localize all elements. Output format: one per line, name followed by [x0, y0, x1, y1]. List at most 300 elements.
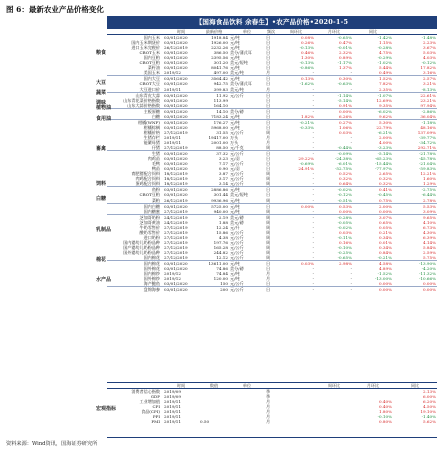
table-cell: -0.12% [337, 192, 352, 198]
table-cell: 03/01/2020 [164, 203, 188, 209]
table-cell: 1.60% [422, 176, 436, 182]
macro-cell [229, 419, 265, 424]
macro-cell: PPI [152, 414, 160, 420]
table-cell: 元/千克 [229, 145, 265, 151]
table-cell: 8041.76 [211, 65, 228, 71]
table-cell [315, 297, 353, 302]
table-cell: 18/12/2019 [164, 171, 188, 177]
table-cell: 2.00% [378, 203, 392, 209]
table-cell: 国外婴幼儿奶粉品种 [123, 249, 160, 255]
table-cell: 山东大蒜价格指数 [107, 103, 163, 109]
table-cell: 元/吨 [230, 187, 240, 193]
table-cell: 29.22% [298, 156, 314, 162]
table-cell: 0.08% [300, 35, 314, 41]
table-cell: 育肥猪配合饲料 [131, 171, 160, 177]
table-cell: 元/吨 [230, 271, 240, 277]
table-cell: -24.38% [335, 156, 352, 162]
macro-cell: 2019/11 [164, 399, 182, 405]
table-cell: 0.34% [378, 234, 392, 240]
table-cell: 5.03% [422, 50, 436, 56]
table-cell: 137.09% [417, 129, 436, 135]
table-cell: 元/公斤 [230, 151, 244, 157]
table-cell: 0.47% [338, 40, 352, 46]
table-cell: -0.02% [337, 224, 352, 230]
macro-table [107, 382, 437, 424]
table-cell [277, 297, 315, 302]
category-label: 粮食 [96, 49, 107, 56]
table-cell: 0.90 [218, 166, 228, 172]
price-table [107, 29, 437, 302]
table-cell: -3.23% [353, 145, 393, 151]
table-cell: 2886.86 [211, 187, 228, 193]
table-cell: 03/01/2020 [164, 156, 188, 162]
table-cell: 22.79% [376, 124, 392, 130]
table-cell: 酸奶零售价 [139, 229, 160, 235]
header-yoy: 同比 [353, 29, 393, 35]
table-cell: 0.21% [378, 229, 392, 235]
table-cell: 1.82% [277, 114, 315, 120]
table-cell: 24.91% [298, 166, 314, 172]
table-cell: -0.29% [377, 55, 392, 61]
table-cell: 2019/12 [163, 70, 199, 76]
table-cell: 元/吨 [230, 55, 240, 61]
table-cell: 18/12/2019 [163, 181, 199, 187]
table-cell: 03/01/2020 [164, 65, 188, 71]
table-cell: 12.69% [376, 97, 392, 103]
table-cell: 周 [266, 176, 271, 182]
table-cell: 120.00 [213, 276, 228, 282]
table-cell: 日 [266, 50, 271, 56]
macro-cell: 2019/09 [164, 389, 182, 395]
table-cell: - [312, 108, 314, 114]
table-cell: - [315, 87, 353, 93]
table-cell: - [312, 239, 314, 245]
table-cell: 周 [266, 224, 271, 230]
table-cell: - [312, 271, 314, 277]
table-cell: 周 [265, 181, 277, 187]
table-cell: - [312, 129, 314, 135]
table-cell: 27/12/2019 [164, 229, 188, 235]
macro-cell: 月 [266, 419, 271, 425]
table-cell: 200 [220, 287, 228, 293]
table-cell: 2019/12 [164, 271, 182, 277]
table-cell: 美元/短吨 [230, 192, 248, 198]
macro-cell: 工业增加值 [139, 399, 160, 405]
table-cell: 0.49% [353, 70, 393, 76]
header-mom: 月环比 [315, 29, 353, 35]
table-cell: -0.44% [315, 145, 353, 151]
macro-cell: -0.10% [377, 414, 392, 420]
table-cell: 197.76 [213, 239, 228, 245]
table-cell: -6.44% [421, 192, 436, 198]
table-cell: 周 [265, 145, 277, 151]
table-cell: 1.52% [378, 76, 392, 82]
table-cell: 386.50 [213, 50, 228, 56]
table-cell: - [315, 70, 353, 76]
table-cell: -1.17% [337, 60, 352, 66]
table-cell: 3.87 [218, 171, 228, 177]
table-cell: 2.00% [378, 134, 392, 140]
table-cell: 0.00% [353, 281, 393, 287]
table-cell: 肉鸡苗 [147, 156, 160, 162]
table-cell: 元/吨 [230, 276, 240, 282]
table-cell: -1.48% [421, 35, 436, 41]
table-cell: 国内玉米期货价 [131, 40, 160, 46]
table-cell: - [277, 181, 315, 187]
table-cell: 9.62% [353, 114, 393, 120]
table-cell: 5725.00 [211, 203, 228, 209]
table-cell: - [350, 139, 352, 145]
table-cell: 日 [266, 166, 271, 172]
table-cell: 4.89% [378, 266, 392, 272]
table-cell: 0.52% [338, 171, 352, 177]
table-cell: 0.46% [300, 50, 314, 56]
table-cell: 3.09% [393, 209, 437, 215]
table-cell: -0.02% [337, 187, 352, 193]
table-cell: 4.38 [218, 234, 228, 240]
table-cell: 国外棉花 [143, 266, 160, 272]
table-cell: 日 [266, 45, 271, 51]
table-cell: -0.33% [299, 124, 314, 130]
table-cell: 0.41% [378, 187, 392, 193]
table-cell: 0.32% [338, 176, 352, 182]
table-cell: 元/吨 [230, 40, 240, 46]
table-cell: 48.16% [420, 124, 436, 130]
table-cell: -52.75% [335, 166, 352, 172]
table-cell: - [312, 229, 314, 235]
table-cell: CBOT玉米 [139, 50, 160, 56]
table-cell: 0.32% [353, 181, 393, 187]
table-cell: 国内糖蜜 [107, 209, 163, 215]
table-cell: 4.10% [422, 219, 436, 225]
table-cell: 03/01/2020 [164, 161, 188, 167]
table-cell: 37.32 [216, 151, 228, 157]
table-cell: -13.90% [419, 261, 436, 267]
table-cell: - [312, 244, 314, 250]
table-row [107, 297, 437, 302]
macro-cell: 食品(CPI) [141, 409, 160, 415]
macro-cell: 2019/09 [164, 394, 182, 400]
table-cell: 12.21% [420, 171, 436, 177]
table-cell: -2.86% [421, 108, 436, 114]
table-cell: 2.23% [422, 40, 436, 46]
macro-cell: 0.40% [378, 404, 392, 410]
table-cell: 0.30% [338, 76, 352, 82]
table-cell: 11.92 [216, 92, 228, 98]
table-cell: 周 [265, 255, 277, 261]
macro-cell: 月 [266, 404, 271, 410]
table-cell: - [350, 287, 352, 293]
table-cell: -1.02% [377, 60, 392, 66]
table-cell: 0.05% [378, 224, 392, 230]
table-cell: 日 [266, 108, 271, 114]
table-cell: 元/吨 [229, 209, 265, 215]
table-cell: 2.98% [338, 261, 352, 267]
table-cell: 日 [266, 35, 271, 41]
table-cell: 月 [266, 276, 271, 282]
table-cell: 3.14 [199, 181, 229, 187]
table-cell: - [312, 214, 314, 220]
table-cell: 日 [266, 203, 271, 209]
table-cell: -0.05% [337, 219, 352, 225]
table-cell: 元/吨 [230, 261, 240, 267]
table-cell [229, 297, 265, 302]
table-cell: - [312, 234, 314, 240]
table-cell: - [277, 145, 315, 151]
table-cell: -0.25% [337, 249, 352, 255]
table-cell: -2.75% [421, 187, 436, 193]
table-cell: -0.28% [377, 45, 392, 51]
table-cell: -0.11% [337, 234, 352, 240]
macro-cell: 季 [266, 389, 271, 395]
table-cell: 03/01/2020 [164, 92, 188, 98]
table-cell: 日 [266, 60, 271, 66]
table-cell: 4.14% [422, 239, 436, 245]
macro-cell: 2019/11 [164, 419, 182, 425]
table-cell: 03/01/2020 [164, 124, 188, 130]
table-cell: 国内棉纱 [143, 271, 160, 277]
table-cell: 03/01/2020 [164, 192, 188, 198]
table-cell: -8.13% [393, 87, 437, 93]
category-label: 棉花 [96, 256, 107, 263]
table-cell: 日 [266, 76, 271, 82]
table-cell: 03/01/2020 [164, 76, 188, 82]
table-cell: -34.72% [419, 139, 436, 145]
table-cell: 03/01/2020 [164, 119, 188, 125]
header-freq: 频次 [266, 29, 276, 34]
table-cell: 0.00% [300, 203, 314, 209]
table-cell: 仔猪 [107, 145, 163, 151]
table-cell: 301.44 [213, 192, 228, 198]
table-cell: 0.13% [300, 76, 314, 82]
macro-cell: 0.50 [200, 419, 210, 425]
macro-cell: 2019/11 [164, 404, 182, 410]
table-cell: 27/12/2019 [164, 249, 188, 255]
table-cell: 芝加哥黄油 [139, 219, 160, 225]
table-cell: 日 [266, 161, 271, 167]
table-cell: -0.65% [337, 35, 352, 41]
table-cell: 元/公斤 [230, 287, 244, 293]
table-cell: -0.21% [353, 255, 393, 261]
table-cell: 1.06% [338, 124, 352, 130]
table-cell: 元/公斤 [230, 229, 244, 235]
table-cell: 美分/磅 [230, 266, 244, 272]
table-cell: 进口玉米完税价 [131, 45, 160, 51]
table-cell: 03/01/2020 [164, 81, 188, 87]
macro-cell: 2019/11 [164, 414, 182, 420]
table-banner: 【国海食品饮料 余春生】•农产品价格•2020-1-5 [107, 16, 437, 29]
table-cell: 03/01/2020 [164, 97, 188, 103]
macro-cell: 6.00% [422, 394, 436, 400]
table-cell: 2.32% [338, 50, 352, 56]
table-cell: 周 [265, 198, 277, 204]
table-cell: 菜籽油 [147, 65, 160, 71]
table-cell: 元/吨 [229, 114, 265, 120]
table-cell: 27/12/2019 [163, 145, 199, 151]
table-cell: 海产鲍鱼 [107, 281, 163, 287]
table-cell: 0.00% [378, 287, 392, 293]
table-cell: 27/12/2019 [163, 209, 199, 215]
table-cell: 周 [266, 244, 271, 250]
table-cell: 1918.84 [211, 35, 228, 41]
table-cell: 1926.00 [211, 40, 228, 46]
table-cell: 26/12/2019 [163, 198, 199, 204]
table-cell: 15.86 [216, 229, 228, 235]
table-cell: 月 [265, 87, 277, 93]
table-cell: 国外棉纱 [143, 276, 160, 282]
category-label: 乳制品 [96, 226, 112, 233]
table-cell: -5.14% [337, 97, 352, 103]
table-cell: 2019/11 [164, 134, 182, 140]
macro-cell: 0.40% [378, 399, 392, 405]
table-cell: 2.59% [422, 249, 436, 255]
table-cell: 周 [266, 129, 271, 135]
table-cell: 日 [266, 266, 271, 272]
table-cell: 0.01% [378, 239, 392, 245]
table-cell: 日 [266, 97, 271, 103]
table-cell: 942.75 [213, 81, 228, 87]
table-cell: 美国玉米 [107, 70, 163, 76]
table-cell: -13.00% [375, 276, 392, 282]
table-cell: CBOT大豆 [139, 81, 160, 87]
table-cell: 7.17 [218, 161, 228, 167]
table-cell: 元/吨 [229, 198, 265, 204]
table-cell: 0.53% [338, 203, 352, 209]
table-cell: 国内棉花 [107, 255, 163, 261]
table-cell: 日 [265, 114, 277, 120]
table-cell: 周 [266, 249, 271, 255]
table-cell: 14.10 [216, 108, 228, 114]
table-cell: 6.73% [422, 224, 436, 230]
table-cell: - [312, 224, 314, 230]
table-cell: 山东青皮大蒜 [135, 92, 160, 98]
table-cell: 27/12/2019 [164, 129, 188, 135]
table-cell: 元/吨 [230, 124, 240, 130]
table-cell: 4.00% [378, 139, 392, 145]
table-cell: 周 [266, 239, 271, 245]
table-cell: 白糖 [107, 114, 163, 120]
table-cell: 18/12/2019 [164, 176, 188, 182]
table-cell: 周 [266, 171, 271, 177]
table-cell: 月 [266, 134, 271, 140]
table-cell: 164.10 [199, 103, 229, 109]
table-cell: 0.89% [338, 55, 352, 61]
table-cell: 美分/蒲式耳 [230, 81, 252, 87]
table-cell: 元/吨 [230, 76, 240, 82]
table-cell: 2019/11 [163, 87, 199, 93]
price-table-wrap [107, 29, 437, 302]
table-cell: -0.28% [337, 214, 352, 220]
table-cell: 国内棉花 [143, 261, 160, 267]
macro-cell: 月 [266, 399, 271, 405]
table-cell: 9.35% [353, 103, 393, 109]
table-cell: 日 [266, 187, 271, 193]
table-cell: - [350, 276, 352, 282]
table-cell: -0.21% [299, 119, 314, 125]
table-cell: 生猪 [151, 151, 160, 157]
table-cell: 进口奶粉 [143, 234, 160, 240]
table-cell: 国产婴幼儿奶粉品种 [123, 244, 160, 250]
table-cell: 元/升 [230, 224, 240, 230]
table-cell: 03/01/2020 [163, 114, 199, 120]
table-cell: 03/01/2020 [164, 287, 188, 293]
table-cell: 元/吨 [230, 119, 240, 125]
table-cell: 日 [266, 65, 271, 71]
table-cell: 肉鸡配合饲料 [135, 176, 160, 182]
table-cell: -21.04% [419, 161, 436, 167]
table-cell: 大豆进口价 [107, 87, 163, 93]
table-cell: -0.13% [299, 60, 314, 66]
table-cell: -0.51% [315, 198, 353, 204]
table-cell: 周 [266, 229, 271, 235]
table-cell: 国内白糖 [143, 203, 160, 209]
table-cell: - [312, 92, 314, 98]
table-cell: 柑橘棕榈 [143, 124, 160, 130]
table-cell: 主板原糖 [143, 108, 160, 114]
table-cell: 日 [265, 103, 277, 109]
category-label: 水产品 [96, 277, 112, 284]
table-cell: 5.30% [378, 119, 392, 125]
table-cell: 113.99 [213, 97, 228, 103]
table-cell: -65.23% [375, 156, 392, 162]
table-cell: 292.71% [393, 145, 437, 151]
table-cell: 74.84 [216, 271, 228, 277]
table-cell: 7183.24 [199, 114, 229, 120]
table-cell: 1.15% [378, 40, 392, 46]
macro-cell: 5.62% [422, 419, 436, 425]
table-cell: 03/01/2020 [164, 108, 188, 114]
table-cell: 7.82% [378, 81, 392, 87]
table-cell: 399.83 [199, 87, 229, 93]
table-cell: 2.78% [393, 198, 437, 204]
price-table-body [107, 35, 437, 303]
table-cell: 9936.96 [199, 198, 229, 204]
table-cell: 27/12/2019 [164, 244, 188, 250]
table-cell: - [315, 281, 353, 287]
table-cell: -0.86% [299, 65, 314, 71]
table-cell: 97.94% [393, 103, 437, 109]
table-cell: 03/01/2020 [164, 35, 188, 41]
macro-cell: 2019/11 [164, 409, 182, 415]
table-cell: CBOT豆粕 [139, 192, 160, 198]
table-cell: 美分/磅 [230, 108, 244, 114]
table-cell: 能繁母猪 [143, 139, 160, 145]
macro-cell: 0.80% [378, 419, 392, 425]
macro-cell: 月 [266, 414, 271, 420]
category-label: 植物油 [96, 105, 112, 112]
macro-cell: -1.40% [421, 414, 436, 420]
table-cell: 鱼粉 [151, 187, 160, 193]
macro-cell: 2.13% [422, 389, 436, 395]
table-cell: 元/羽 [230, 166, 240, 172]
table-cell: 23.21% [420, 97, 436, 103]
table-cell: 5968.00 [211, 124, 228, 130]
table-cell: -6.02% [377, 108, 392, 114]
table-cell: 万头 [230, 139, 239, 145]
table-cell: -0.65% [315, 255, 353, 261]
table-cell: 元/公斤 [229, 181, 265, 187]
table-cell: 1.37% [338, 65, 352, 71]
table-cell: 0.03% [338, 229, 352, 235]
table-cell: 元/公斤 [230, 176, 244, 182]
table-cell: 176.27 [213, 119, 228, 125]
table-cell: - [350, 266, 352, 272]
table-cell: 元/公斤 [230, 234, 244, 240]
table-cell: 5.75% [393, 255, 437, 261]
table-cell: -1.42% [377, 35, 392, 41]
table-cell: 芝加哥奶粉 [139, 214, 160, 220]
table-cell: -1.14% [337, 92, 352, 98]
